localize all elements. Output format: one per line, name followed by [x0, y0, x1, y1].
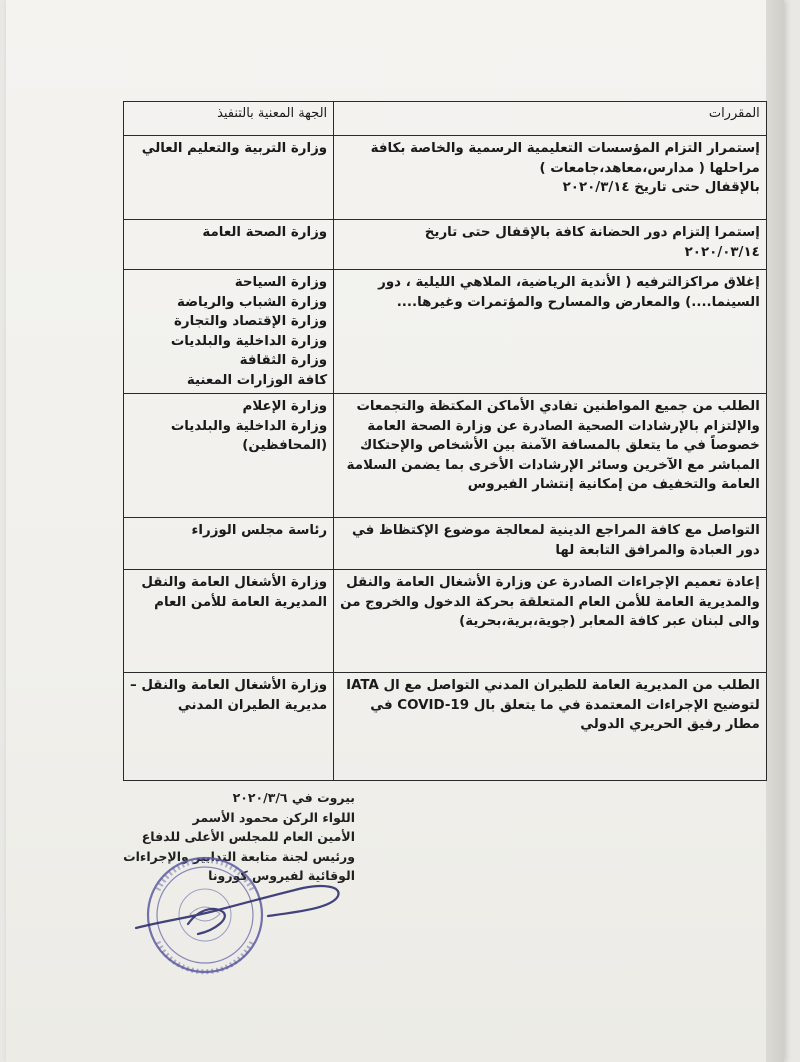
decision-line: إستمرار التزام المؤسسات التعليمية الرسمية والخاصة بكافة	[370, 141, 760, 156]
decision-cell	[334, 136, 767, 220]
decision-line: والإلتزام بالإرشادات الصحية الصادرة عن وزارة الصحة العامة	[367, 418, 760, 434]
table-row	[124, 136, 767, 220]
decision-cell	[334, 394, 767, 518]
official-stamp-and-signature	[128, 850, 358, 980]
authority-line: المديرية العامة للأمن العام	[154, 594, 328, 610]
decision-cell	[334, 570, 767, 673]
decision-cell	[334, 673, 767, 781]
decision-line: التواصل مع كافة المراجع الدينية لمعالجة موضوع الإكتظاظ في	[351, 523, 760, 538]
authority-line: كافة الوزارات المعنية	[186, 372, 328, 388]
table-row	[124, 570, 767, 673]
header-decisions: المقررات	[334, 102, 767, 136]
authority-cell	[124, 673, 334, 781]
decision-line: المباشر مع الآخرين وسائر الإرشادات الأخرى بما يضمن السلامة	[346, 457, 760, 473]
decision-cell	[334, 220, 767, 270]
authority-line: وزارة الثقافة	[239, 353, 328, 368]
signature-date: بيروت في ٢٠٢٠/٣/٦	[232, 790, 355, 805]
authority-line: مديرية الطيران المدني	[177, 697, 328, 713]
decision-line: السينما....) والمعارض والمسارح والمؤتمرات وغيرها....	[396, 294, 760, 310]
table-header-row	[124, 102, 767, 136]
table-row	[124, 673, 767, 781]
round-seal-icon	[148, 858, 262, 972]
decision-line: لتوضيح الإجراءات المعتمدة في ما يتعلق بال COVID-19 في	[370, 697, 760, 713]
signatory-title: الأمين العام للمجلس الأعلى للدفاع	[141, 829, 355, 844]
authority-line: وزارة التربية والتعليم العالي	[141, 141, 328, 156]
handwritten-signature-icon	[136, 886, 339, 934]
signatory-role-line: ورئيس لجنة متابعة التدابير والإجراءات	[123, 848, 355, 864]
table-row	[124, 270, 767, 394]
authority-line: وزارة الشباب والرياضة	[176, 294, 328, 310]
authority-cell	[124, 220, 334, 270]
decision-line: ٢٠٢٠/٠٣/١٤	[684, 244, 760, 260]
authority-line: وزارة الأشغال العامة والنقل –	[130, 678, 328, 693]
table-row	[124, 220, 767, 270]
decision-line: خصوصاً في ما يتعلق بالمسافة الآمنة بين الأشخاص والإحتكاك	[359, 438, 760, 453]
authority-line: وزارة الإقتصاد والتجارة	[173, 314, 328, 329]
decision-line: العامة والتخفيف من إمكانية إنتشار الفيروس	[467, 477, 760, 492]
authority-line: وزارة الداخلية والبلديات	[170, 333, 328, 349]
authority-line: وزارة الصحة العامة	[202, 225, 328, 240]
authority-cell	[124, 518, 334, 570]
table-row	[124, 518, 767, 570]
decision-line: دور العبادة والمرافق التابعة لها	[555, 542, 760, 558]
authority-cell	[124, 394, 334, 518]
authority-line: (المحافظين)	[242, 438, 328, 453]
decision-cell	[334, 518, 767, 570]
table-row	[124, 394, 767, 518]
authority-line: وزارة الإعلام	[242, 399, 328, 414]
authority-line: رئاسة مجلس الوزراء	[191, 523, 328, 538]
authority-line: وزارة الأشغال العامة والنقل	[141, 575, 328, 590]
authority-cell	[124, 136, 334, 220]
signatory-name: اللواء الركن محمود الأسمر	[192, 809, 355, 825]
decision-line: والمديرية العامة للأمن العام المتعلقة بحركة الدخول والخروج من	[340, 594, 760, 610]
signatory-role-line: الوقائية لفيروس كورونا	[208, 868, 355, 883]
decision-line: بالإقفال حتى تاريخ ٢٠٢٠/٣/١٤	[562, 180, 760, 195]
decision-line: مراحلها ( مدارس،معاهد،جامعات )	[539, 160, 760, 176]
authority-line: وزارة الداخلية والبلديات	[170, 418, 328, 434]
page-edge-shadow	[766, 0, 784, 1062]
decision-line: الطلب من جميع المواطنين تفادي الأماكن المكتظة والتجمعات	[356, 399, 760, 414]
header-authority: الجهة المعنية بالتنفيذ	[124, 102, 334, 136]
decision-line: الطلب من المديرية العامة للطيران المدني التواصل مع ال IATA	[346, 678, 760, 693]
authority-line: وزارة السياحة	[234, 275, 328, 290]
decision-line: مطار رفيق الحريري الدولي	[580, 717, 760, 732]
authority-cell	[124, 270, 334, 394]
decision-cell	[334, 270, 767, 394]
decision-line: إعادة تعميم الإجراءات الصادرة عن وزارة الأشغال العامة والنقل	[346, 575, 760, 590]
decision-line: إغلاق مراكزالترفيه ( الأندية الرياضية، الملاهي الليلية ، دور	[378, 275, 760, 290]
authority-cell	[124, 570, 334, 673]
decisions-table	[123, 101, 767, 781]
decision-line: والى لبنان عبر كافة المعابر (جوية،برية،بحرية)	[459, 614, 760, 629]
decision-line: إستمرا إلتزام دور الحضانة كافة بالإقفال حتى تاريخ	[424, 225, 760, 240]
